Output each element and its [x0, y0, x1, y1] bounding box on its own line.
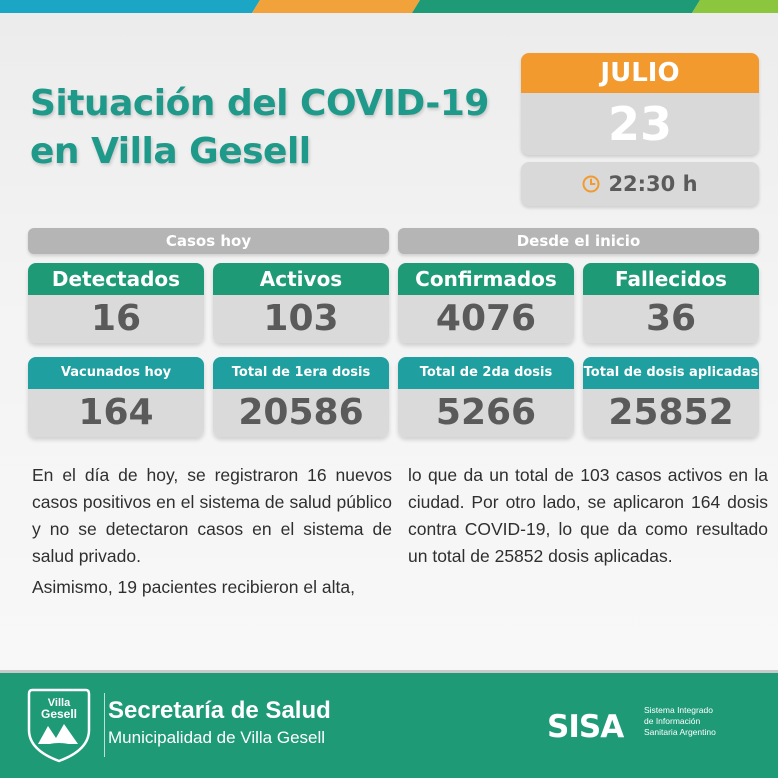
stat-card-detectados: [28, 263, 204, 343]
stat-label: Detectados: [28, 263, 204, 295]
vaccine-label: Vacunados hoy: [28, 357, 204, 389]
body-paragraph: Asimismo, 19 pacientes recibieron el alta,: [32, 577, 355, 597]
stat-value: 16: [28, 295, 204, 343]
stat-card-confirmados: [398, 263, 574, 343]
title-line-1: Situación del COVID-19: [30, 83, 489, 124]
stat-value: 36: [583, 295, 759, 343]
sisa-logo: [547, 705, 637, 745]
logo-text-line-1: Villa: [47, 697, 71, 709]
sisa-desc-line: de Información: [644, 716, 701, 726]
stat-label: Activos: [213, 263, 389, 295]
sisa-desc-line: Sistema Integrado: [644, 705, 713, 715]
date-day: 23: [521, 93, 759, 155]
sisa-description: [644, 705, 754, 738]
vaccine-value: 20586: [213, 389, 389, 437]
vaccine-card-first-dose: [213, 357, 389, 437]
vaccine-label: Total de dosis aplicadas: [583, 357, 759, 389]
top-stripes: [0, 0, 778, 13]
vaccine-card-second-dose: [398, 357, 574, 437]
vaccine-value: 25852: [583, 389, 759, 437]
stat-label: Confirmados: [398, 263, 574, 295]
body-text-right: [408, 462, 768, 570]
vaccine-card-total-doses: [583, 357, 759, 437]
vaccine-label: Total de 1era dosis: [213, 357, 389, 389]
vaccine-value: 164: [28, 389, 204, 437]
body-text-left: [32, 462, 392, 601]
stat-card-activos: [213, 263, 389, 343]
footer: [0, 673, 778, 778]
body-paragraph: En el día de hoy, se registraron 16 nuevos casos positivos en el sistema de salud público y no se detectaron casos en el sistema de salud privado.: [32, 465, 392, 566]
stat-value: 4076: [398, 295, 574, 343]
stat-value: 103: [213, 295, 389, 343]
date-month: JULIO: [521, 53, 759, 93]
footer-separator: [104, 693, 105, 757]
vaccine-label: Total de 2da dosis: [398, 357, 574, 389]
sisa-desc-line: Sanitaria Argentino: [644, 727, 716, 737]
time-text: 22:30 h: [608, 172, 698, 196]
sisa-wordmark: SISA: [547, 709, 624, 745]
vaccine-card-today: [28, 357, 204, 437]
title-line-2: en Villa Gesell: [30, 131, 311, 172]
section-today-header: Casos hoy: [28, 228, 389, 254]
stat-card-fallecidos: [583, 263, 759, 343]
vaccine-value: 5266: [398, 389, 574, 437]
org-subtitle: Municipalidad de Villa Gesell: [108, 728, 326, 747]
page-title: [30, 80, 489, 176]
body-paragraph: lo que da un total de 103 casos activos en la ciudad. Por otro lado, se aplicaron 164 dosis contra COVID-19, lo que da como resultado un total de 25852 dosis aplicadas.: [408, 465, 768, 566]
org-title: Secretaría de Salud: [108, 697, 331, 724]
villa-gesell-shield-icon: [26, 686, 92, 764]
stat-label: Fallecidos: [583, 263, 759, 295]
clock-icon: [582, 175, 600, 193]
report-time: [521, 162, 759, 206]
section-since-start-header: Desde el inicio: [398, 228, 759, 254]
logo-text-line-2: Gesell: [40, 707, 78, 721]
